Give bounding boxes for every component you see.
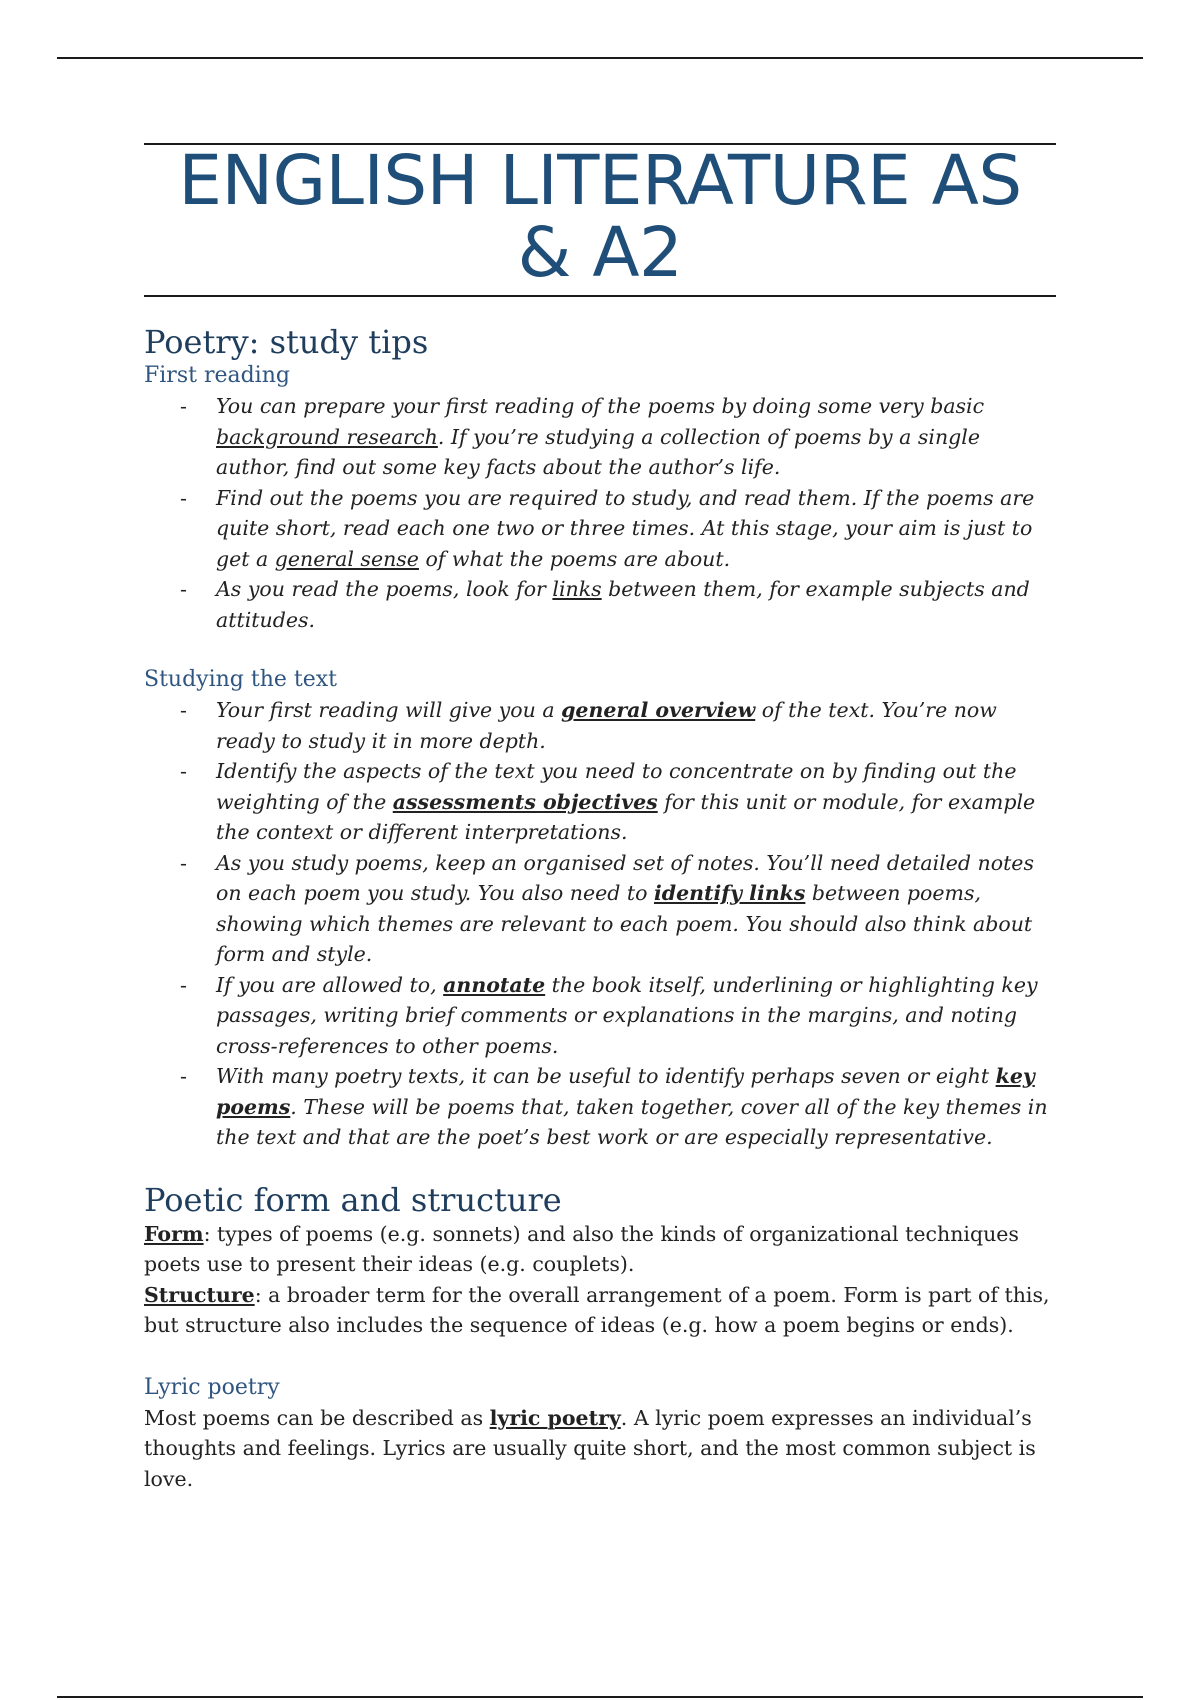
list-item: - Your first reading will give you a general overview of the text. You’re now ready to study it in more depth.	[216, 695, 1056, 756]
subheading-studying-text: Studying the text	[144, 667, 338, 692]
document-content	[144, 143, 1056, 1494]
title-line-2: & A2	[517, 213, 683, 293]
key-term: assessments objectives	[392, 789, 658, 814]
form-definition: Form: types of poems (e.g. sonnets) and also the kinds of organizational techniques poets use to present their ideas (e.g. couplets).	[144, 1221, 1019, 1276]
page-bottom-rule	[57, 1696, 1143, 1698]
key-term: key poems	[216, 1064, 1035, 1119]
underlined-term: links	[552, 577, 602, 601]
list-item: - With many poetry texts, it can be useful to identify perhaps seven or eight key poems. These will be poems that, taken together, cover all of the key themes in the text and that are the poet’s best work or are especially representative.	[216, 1061, 1056, 1153]
section-heading-form-structure: Poetic form and structure	[144, 1180, 562, 1219]
underlined-term: background research	[216, 424, 438, 449]
subheading-lyric-poetry: Lyric poetry	[144, 1374, 280, 1400]
underlined-term: general sense	[274, 546, 419, 571]
document-title	[144, 141, 1056, 293]
list-item: - If you are allowed to, annotate the book itself, underlining or highlighting key passages, writing brief comments or explanations in the margins, and noting cross-references to other poems.	[216, 970, 1056, 1062]
list-item: - You can prepare your first reading of the poems by doing some very basic background research. If you’re studying a collection of poems by a single author, find out some key facts about the author’s life.	[216, 391, 1056, 483]
list-item: - Find out the poems you are required to study, and read them. If the poems are quite short, read each one two or three times. At this stage, your aim is just to get a general sense of what the poems are about.	[216, 483, 1056, 575]
key-term: annotate	[443, 972, 546, 997]
list-item: - Identify the aspects of the text you need to concentrate on by finding out the weighting of the assessments objectives for this unit or module, for example the context or different interpretations.	[216, 756, 1056, 848]
lyric-paragraph: Most poems can be described as lyric poetry. A lyric poem expresses an individual’s thoughts and feelings. Lyrics are usually quite short, and the most common subject is love.	[144, 1405, 1036, 1491]
first-reading-list	[144, 391, 1056, 635]
title-line-1: ENGLISH LITERATURE AS	[178, 141, 1022, 221]
list-item: - As you study poems, keep an organised set of notes. You’ll need detailed notes on each poem you study. You also need to identify links between poems, showing which themes are relevant to each poem. You should also think about form and style.	[216, 848, 1056, 970]
structure-term: Structure	[144, 1282, 255, 1307]
studying-text-list	[144, 695, 1056, 1153]
list-item: - As you read the poems, look for links between them, for example subjects and attitudes.	[216, 574, 1056, 635]
key-term: identify links	[653, 881, 806, 905]
structure-definition: Structure: a broader term for the overall arrangement of a poem. Form is part of this, but structure also includes the sequence of ideas (e.g. how a poem begins or ends).	[144, 1282, 1050, 1337]
title-block	[144, 143, 1056, 297]
subheading-first-reading: First reading	[144, 363, 290, 388]
form-term: Form	[144, 1221, 204, 1246]
key-term: general overview	[561, 698, 756, 722]
key-term: lyric poetry	[489, 1405, 621, 1430]
section-heading-poetry-tips: Poetry: study tips	[144, 323, 429, 361]
page-top-rule	[57, 57, 1143, 59]
